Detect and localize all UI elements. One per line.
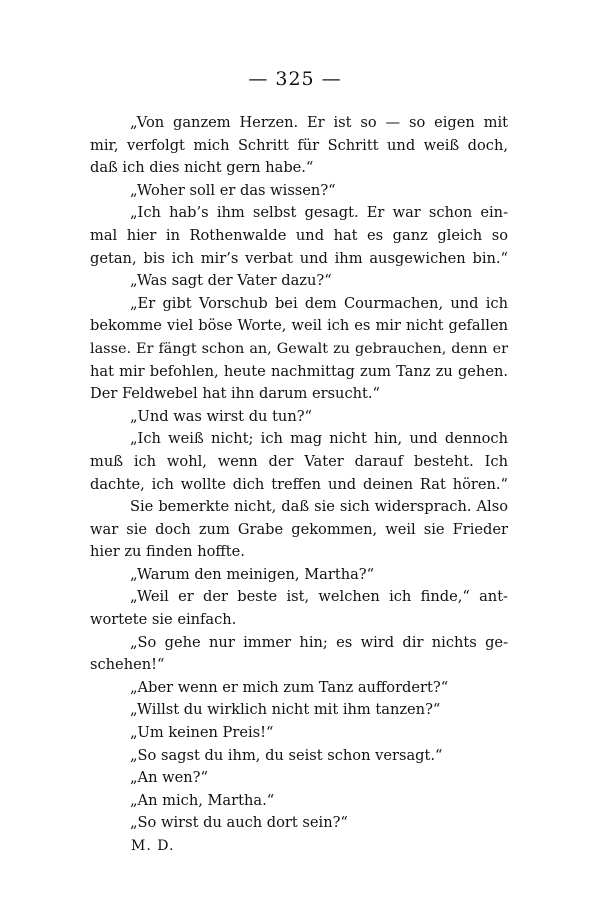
- text-line: „Willst du wirklich nicht mit ihm tanzen?“: [130, 701, 441, 719]
- text-line: daß ich dies nicht gern habe.“: [90, 159, 314, 177]
- text-line: „Von ganzem Herzen. Er ist so — so eigen mit: [130, 114, 508, 131]
- text-line: „Ich weiß nicht; ich mag nicht hin, und dennoch: [130, 430, 508, 448]
- text-line: Sie bemerkte nicht, daß sie sich widersprach. Also: [130, 498, 508, 516]
- text-line: „Ich hab’s ihm selbst gesagt. Er war schon ein-: [130, 204, 508, 222]
- text-line: „Und was wirst du tun?“: [130, 407, 313, 425]
- text-line: „An mich, Martha.“: [130, 791, 275, 809]
- text-line: „So sagst du ihm, du seist schon versagt.“: [130, 746, 443, 764]
- text-line: „Er gibt Vorschub bei dem Courmachen, und ich: [130, 294, 508, 312]
- text-line: hier zu finden hoffte.: [90, 543, 245, 561]
- text-line: „Was sagt der Vater dazu?“: [130, 272, 332, 290]
- text-line: schehen!“: [90, 656, 165, 674]
- text-line: mal hier in Rothenwalde und hat es ganz gleich so: [90, 226, 508, 244]
- text-line: „So gehe nur immer hin; es wird dir nichts ge-: [130, 633, 508, 651]
- text-line: „Warum den meinigen, Martha?“: [130, 565, 375, 583]
- text-line: lasse. Er fängt schon an, Gewalt zu gebrauchen, denn er: [90, 340, 508, 357]
- text-line: bekomme viel böse Worte, weil ich es mir nicht gefallen: [90, 317, 508, 335]
- signature-mark: M. D.: [131, 838, 175, 854]
- body-text: [90, 112, 508, 858]
- text-line: muß ich wohl, wenn der Vater darauf besteht. Ich: [90, 452, 508, 470]
- text-line: „Aber wenn er mich zum Tanz auffordert?“: [130, 678, 449, 696]
- text-line: „So wirst du auch dort sein?“: [130, 814, 348, 832]
- text-line: „An wen?“: [130, 769, 208, 787]
- text-line: wortete sie einfach.: [90, 611, 237, 629]
- text-line: Der Feldwebel hat ihn darum ersucht.“: [90, 385, 380, 403]
- text-line: hat mir befohlen, heute nachmittag zum Tanz zu gehen.: [90, 362, 508, 380]
- text-line: „Um keinen Preis!“: [130, 724, 274, 742]
- text-line: „Weil er der beste ist, welchen ich finde,“ ant-: [130, 588, 508, 606]
- text-line: war sie doch zum Grabe gekommen, weil sie Frieder: [90, 520, 508, 538]
- text-line: mir, verfolgt mich Schritt für Schritt und weiß doch,: [90, 136, 508, 154]
- page-number: — 325 —: [248, 68, 342, 90]
- text-line: getan, bis ich mir’s verbat und ihm ausgewichen bin.“: [90, 249, 508, 267]
- text-line: dachte, ich wollte dich treffen und deinen Rat hören.“: [90, 475, 508, 493]
- text-line: „Woher soll er das wissen?“: [130, 181, 336, 199]
